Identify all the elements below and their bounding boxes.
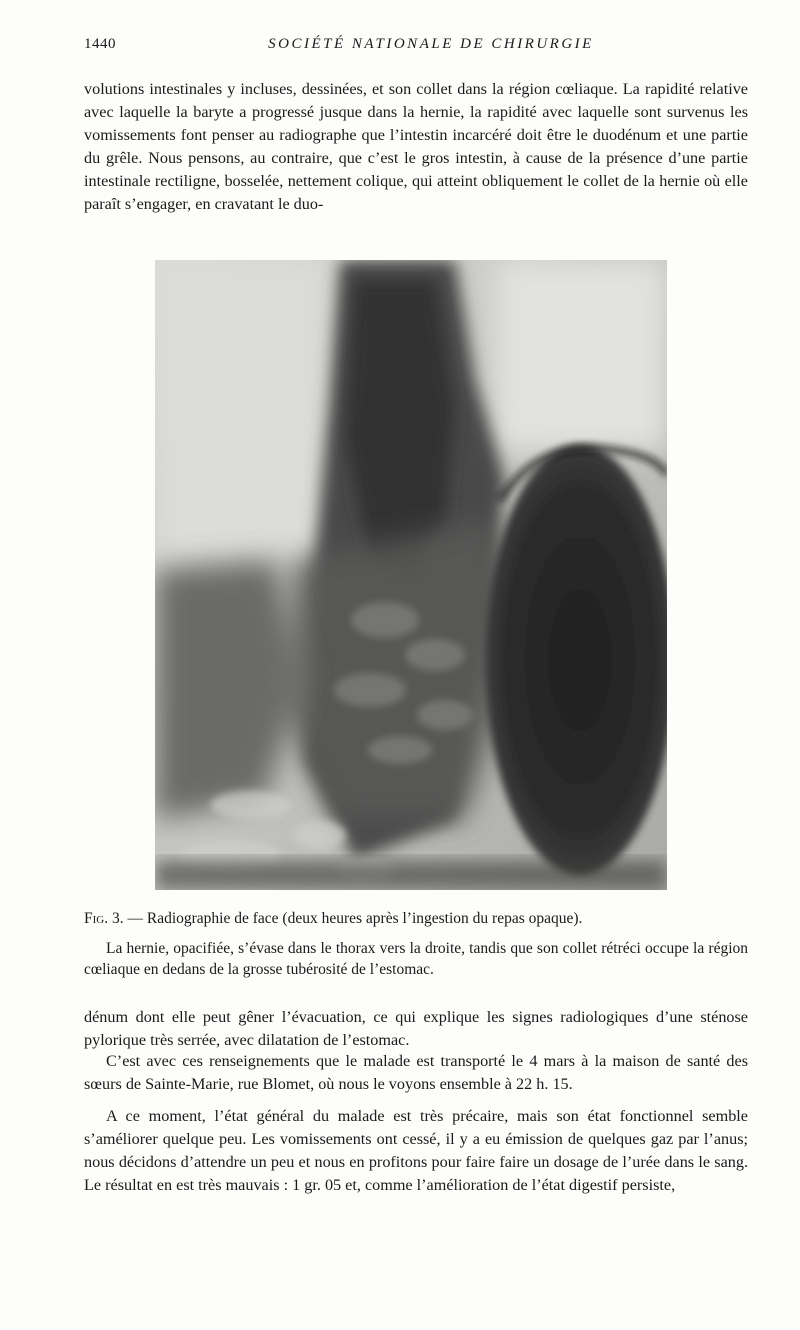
figure-caption-description: La hernie, opacifiée, s’évase dans le thorax vers la droite, tandis que son collet rétréci occupe la région cœliaque en dedans de la grosse tubérosité de l’estomac. [84, 940, 748, 978]
body-paragraph-3: C’est avec ces renseignements que le malade est transporté le 4 mars à la maison de santé des sœurs de Sainte-Marie, rue Blomet, où nous le voyons ensemble à 22 h. 15. [84, 1052, 748, 1093]
body-paragraph-1: volutions intestinales y incluses, dessinées, et son collet dans la région cœliaque. La rapidité relative avec laquelle la baryte a progressé jusque dans la hernie, la rapidité avec laquelle sont survenus les vomissements font penser au radiographe que l’intestin incarcéré doit être le duodénum et une partie du grêle. Nous pensons, au contraire, que c’est le gros intestin, à cause de la présence d’une partie intestinale rectiligne, bosselée, nettement colique, qui atteint obliquement le collet de la hernie où elle paraît s’engager, en cravatant le duo- [84, 80, 748, 213]
figure-title: — Radiographie de face (deux heures après l’ingestion du repas opaque). [123, 910, 583, 927]
body-paragraph-4: A ce moment, l’état général du malade est très précaire, mais son état fonctionnel semble s’améliorer quelque peu. Les vomissements ont cessé, il y a eu émission de quelques gaz par l’anus; nous décidons d’attendre un peu et nous en profitons pour faire faire un dosage de l’urée dans le sang. Le résultat en est très mauvais : 1 gr. 05 et, comme l’amélioration de l’état digestif persiste, [84, 1107, 748, 1194]
body-paragraph-2: dénum dont elle peut gêner l’évacuation, ce qui explique les signes radiologiques d’une sténose pylorique très serrée, avec dilatation de l’estomac. [84, 1008, 748, 1049]
figure-caption-title [84, 908, 748, 930]
radiograph-figure [155, 260, 667, 890]
radiograph-image [155, 260, 667, 890]
page-header [84, 36, 748, 58]
page-number: 1440 [84, 36, 116, 52]
running-head: SOCIÉTÉ NATIONALE DE CHIRURGIE [268, 36, 594, 52]
figure-label: Fig. 3. [84, 910, 124, 927]
